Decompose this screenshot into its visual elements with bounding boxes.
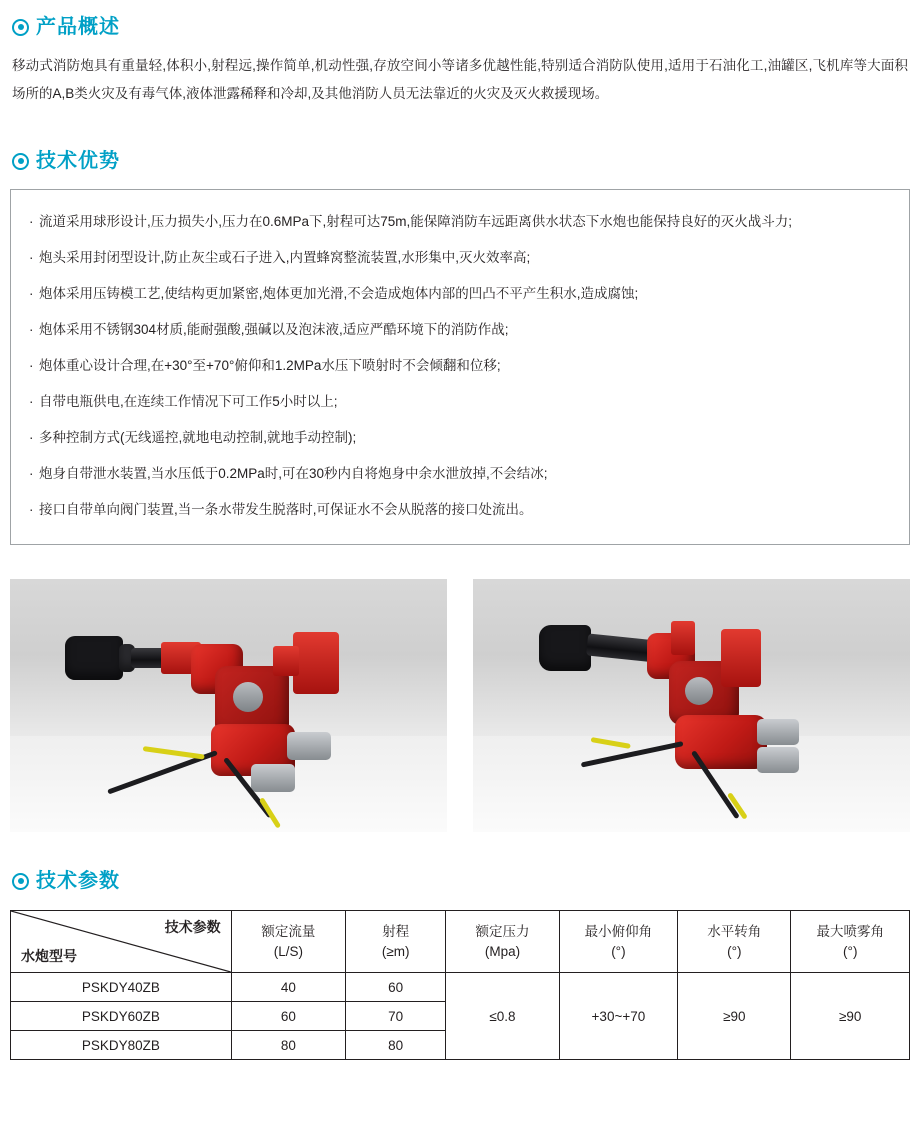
header-line1: 额定流量 [261,923,316,939]
outlet-coupling-icon [757,719,799,745]
list-bullet: · [29,430,34,445]
list-item-label: 炮身自带泄水装置,当水压低于0.2MPa时,可在30秒内自将炮身中余水泄放掉,不会结冰; [39,466,548,481]
list-item-label: 多种控制方式(无线遥控,就地电动控制,就地手动控制); [39,430,357,445]
cell-flow: 80 [231,1031,345,1060]
control-box-side-icon [273,646,299,676]
fire-monitor-illustration [65,624,395,814]
leg-foot-yellow-icon [591,737,631,749]
list-bullet: · [29,322,34,337]
corner-bottom-label: 水炮型号 [21,948,77,964]
handwheel-hub-icon [685,677,713,705]
bullet-ring-icon [12,19,29,36]
inlet-coupling-icon [251,764,295,792]
table-row [11,973,910,1002]
list-item [29,492,891,528]
cell-range: 70 [346,1002,446,1031]
list-item [29,204,891,240]
handwheel-hub-icon [233,682,263,712]
list-bullet: · [29,502,34,517]
cell-horizontal-merged: ≥90 [678,973,791,1060]
column-header-flow [231,911,345,973]
base-body-icon [675,715,767,769]
cell-flow: 40 [231,973,345,1002]
column-header-horizontal [678,911,791,973]
table-corner-cell [11,911,232,973]
list-item-label: 自带电瓶供电,在连续工作情况下可工作5小时以上; [39,394,338,409]
header-line1: 水平转角 [707,923,762,939]
cell-range: 60 [346,973,446,1002]
outlet-coupling-icon [287,732,331,760]
header-line2: (Mpa) [484,943,521,959]
list-item [29,312,891,348]
list-item [29,420,891,456]
section-title: 技术优势 [36,150,120,172]
bullet-ring-icon [12,153,29,170]
header-line2: (°) [727,943,742,959]
parameters-table [10,910,910,1060]
leg-foot-yellow-icon [143,746,205,760]
list-bullet: · [29,286,34,301]
overview-heading [12,16,920,38]
column-header-range [346,911,446,973]
list-bullet: · [29,394,34,409]
header-line2: (°) [611,943,626,959]
header-line1: 射程 [382,923,410,939]
overview-section [0,0,920,108]
cell-model: PSKDY80ZB [11,1031,232,1060]
list-item-label: 炮体重心设计合理,在+30°至+70°俯仰和1.2MPa水压下喷射时不会倾翻和位移; [39,358,501,373]
product-photo-front [473,579,910,832]
cell-model: PSKDY60ZB [11,1002,232,1031]
list-item [29,348,891,384]
list-bullet: · [29,358,34,373]
parameters-heading [12,870,920,892]
column-header-spray [791,911,910,973]
cell-pressure-merged: ≤0.8 [446,973,559,1060]
list-bullet: · [29,466,34,481]
parameters-section [0,870,920,1060]
table-header-row [11,911,910,973]
list-item-label: 接口自带单向阀门装置,当一条水带发生脱落时,可保证水不会从脱落的接口处流出。 [39,502,533,517]
list-bullet: · [29,214,34,229]
header-line2: (L/S) [273,943,304,959]
advantages-section [0,150,920,545]
advantages-list [10,189,910,545]
header-line2: (°) [843,943,858,959]
header-line1: 最大喷雾角 [816,923,884,939]
section-title: 技术参数 [36,870,120,892]
cell-flow: 60 [231,1002,345,1031]
cell-range: 80 [346,1031,446,1060]
nozzle-head-icon [65,636,123,680]
control-box-icon [721,629,761,687]
list-item [29,384,891,420]
column-header-elevation [559,911,677,973]
section-title: 产品概述 [36,16,120,38]
header-line1: 额定压力 [475,923,530,939]
cell-elevation-merged: +30~+70 [559,973,677,1060]
outlet-coupling-icon [757,747,799,773]
list-item [29,456,891,492]
leg-icon [581,741,684,768]
list-item [29,276,891,312]
corner-top-label: 技术参数 [164,919,221,935]
list-bullet: · [29,250,34,265]
product-photo-side [10,579,447,832]
list-item [29,240,891,276]
column-header-pressure [446,911,559,973]
list-item-label: 炮头采用封闭型设计,防止灰尘或石子进入,内置蜂窝整流装置,水形集中,灭火效率高; [39,250,531,265]
list-item-label: 炮体采用不锈钢304材质,能耐强酸,强碱以及泡沫液,适应严酷环境下的消防作战; [39,322,509,337]
bullet-ring-icon [12,873,29,890]
advantages-heading [12,150,920,172]
cell-model: PSKDY40ZB [11,973,232,1002]
list-item-label: 流道采用球形设计,压力损失小,压力在0.6MPa下,射程可达75m,能保障消防车远距离供水状态下水炮也能保持良好的灭火战斗力; [39,214,793,229]
product-images [10,579,910,832]
header-line2: (≥m) [381,943,410,959]
nozzle-head-icon [539,625,591,671]
fire-monitor-illustration [543,619,863,819]
handle-icon [671,621,695,655]
cell-spray-merged: ≥90 [791,973,910,1060]
header-line1: 最小俯仰角 [584,923,653,939]
overview-paragraph: 移动式消防炮具有重量轻,体积小,射程远,操作简单,机动性强,存放空间小等诸多优越性能,特别适合消防队使用,适用于石油化工,油罐区,飞机库等大面积场所的A,B类火灾及有毒气体,液体泄露稀释和冷却,及其他消防人员无法靠近的火灾及灭火救援现场。 [12,58,908,101]
control-box-icon [293,632,339,694]
list-item-label: 炮体采用压铸模工艺,使结构更加紧密,炮体更加光滑,不会造成炮体内部的凹凸不平产生积水,造成腐蚀; [39,286,639,301]
